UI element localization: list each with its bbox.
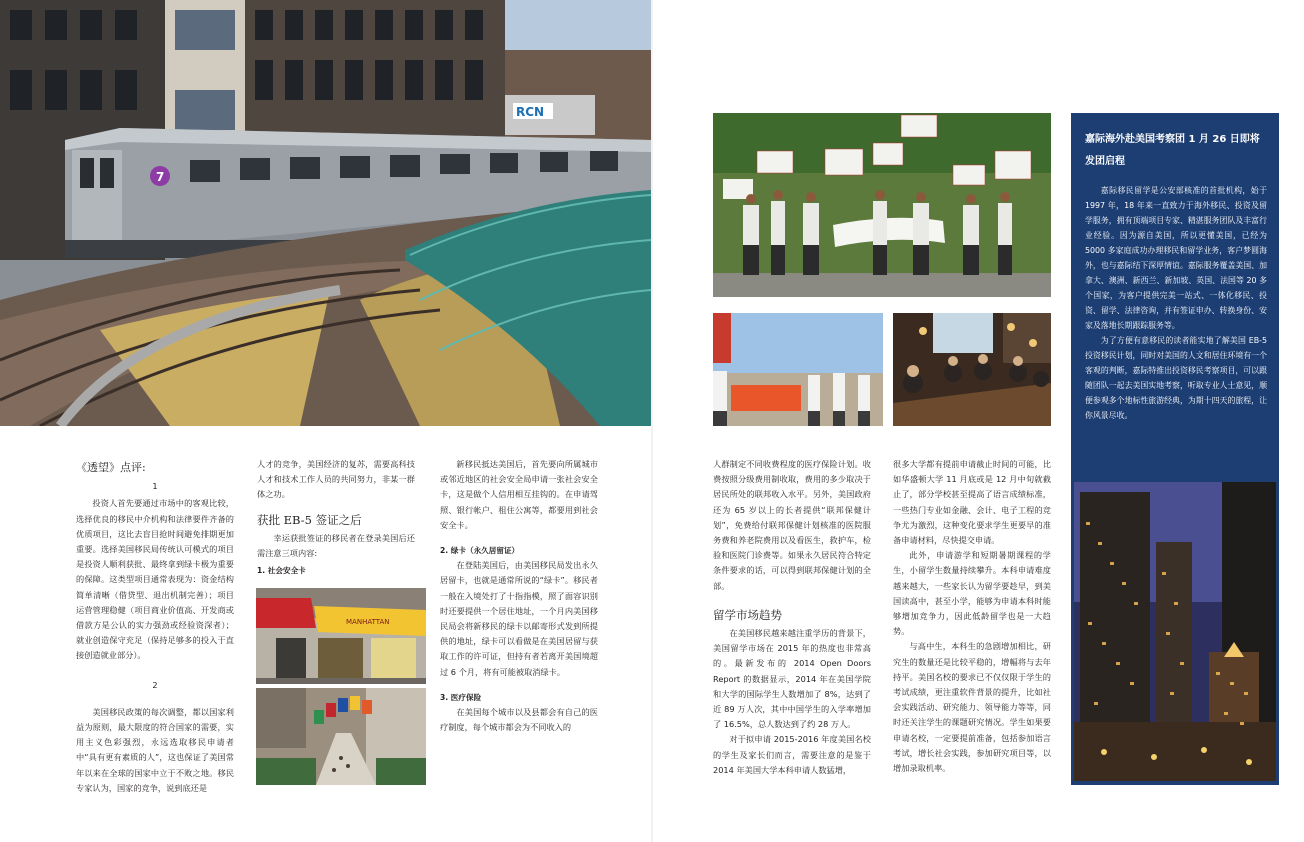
medical-paragraph: 在美国每个城市以及县都会有自己的医疗制度，每个城市都会为不同收入的 — [440, 707, 598, 733]
flags-icon — [256, 688, 426, 785]
sidebar-title: 嘉际海外赴美国考察团 1 月 26 日即将发团启程 — [1085, 134, 1260, 167]
rally-icon — [713, 113, 1051, 297]
green-card-paragraph: 在登陆美国后，由美国移民局发出永久居留卡，也就是通常所说的“绿卡”。移民者一般在入境处打了十指指模，照了面容识别时还要提供一个居住地址，一个月内美国移民局会将新移民的绿卡以邮寄形式发到所提供的地址，绿卡可以看做是在美国居留与获取工作的许可证，但持有者若离开美国境超过 6 个月，将有可能被取消绿卡。 — [440, 560, 598, 677]
text-column-1 — [76, 460, 234, 796]
sidebar-paragraph-2: 为了方便有意移民的读者能实地了解美国 EB-5 投资移民计划，同时对美国的人文和居住环境有一个客观的判断，嘉际特推出投资移民考察项目，可以跟随团队一起去美国实地考察，听取专业人士意见，顺便参观多个地标性旅游经典，为期十四天的旅程，让你风景尽收。 — [1085, 336, 1267, 420]
restaurant-crowd-photo — [893, 313, 1051, 426]
svg-text:7: 7 — [156, 170, 165, 184]
text-column-4 — [713, 457, 871, 778]
point-number-1: 1 — [152, 481, 158, 492]
study-paragraph-2: 对于拟申请 2015-2016 年度美国名校的学生及家长们而言，需要注意的是鉴于 2014 年美国大学本科申请人数猛增， — [713, 734, 871, 775]
review-paragraph-1: 投资人首先要通过市场中的客观比较，选择优良的移民中介机构和法律要件齐备的优质项目，这比去盲目抢时间避免排期更加重要。选择美国移民局传统认可模式的项目是投资人顺利获批、最终拿到绿卡极为重要的保障。这类型项目通常表现为：资金结构简单清晰（借贷型、退出机制完善）；项目运营管理稳健（项目商业价值高、开发商或借款方是公认的实力强劲或经验资深者）；就业创造保守充足（保持足够多的投入于直接创造就业部分）。 — [76, 498, 234, 661]
column-4-continuation: 人群制定不同收费程度的医疗保险计划。收费按照分级费用制收取，费用的多少取决于居民所处的联邦收入水平。另外，美国政府还为 65 岁以上的长者提供“联邦保健计划”，免费给付联邦保健计划核准的医院服务费和养老院费用以及看医生，救护车，检验和医院门诊费等。如果永久居民符合特定条件要求的话，可以得到联邦保健计划的全部。 — [713, 459, 871, 591]
column-5-continuation: 很多大学都有提前申请截止时间的可能，比如华盛顿大学 11 月底或是 12 月中旬就截止了，部分学校甚至提高了语言成绩标准，一些热门专业如金融、会计、电子工程的竞争尤为激烈，这种变化要求学生更要早的准备申请材料，尽快提交申请。 — [893, 459, 1051, 546]
column-2-continuation: 人才的竞争，美国经济的复苏，需要高科技人才和技术工作人员的共同努力，非某一群体之功。 — [257, 459, 415, 500]
banner-icon — [713, 313, 883, 426]
study-paragraph-1: 在美国移民越来越注重学历的背景下，美国留学市场在 2015 年的热度也非常高的。最新发布的 2014 Open Doors Report 的数据显示，2014 年在美国学院和大学的国际学生人数增加了 8%，达到了近 89 万人次，其中中国学生的入学率增加了 16.5%，总人数达到了约 28 万人。 — [713, 628, 871, 730]
skyline-icon — [1074, 482, 1276, 781]
text-column-5 — [893, 457, 1051, 776]
flags-plaza-photo — [256, 688, 426, 785]
subheading-medical-insurance: 3. 医疗保险 — [440, 692, 482, 702]
sidebar-paragraph-1: 嘉际移民留学是公安部核准的首批机构，始于 1997 年，18 年来一直致力于海外移民、投资及留学服务，拥有顶端项目专家、精湛服务团队及丰富行业经验。因为源自美国，所以更懂美国，已经为 5000 多家庭成功办理移民和留学业务，客户梦圆海外，也与嘉际结下深厚情谊。嘉际服务覆盖美国、加拿大、澳洲、新西兰、新加坡、英国、法国等 20 多个国家，为客户提供完美一站式、一体化移民、投资、留学、法律咨询，并有签证申办、转换身份、安家及落地长期跟踪服务等。 — [1085, 186, 1267, 330]
trend-paragraph-3: 与高中生，本科生的急剧增加相比，研究生的数量还是比较平稳的，增幅将与去年持平。美国名校的要求已不仅仅限于学生的考试成绩，更注重软件背景的提升，比如社会实践活动、研究能力、领导能力等等，同时还关注学生的课题研究情况。学生如果要申请名校，一定要提前准备，包括参加语言考试，增长社会实践，参加研究项目等，以增加录取机率。 — [893, 641, 1051, 774]
protest-banner-photo — [713, 313, 883, 426]
trend-paragraph-2: 此外，申请游学和短期暑期课程的学生，小留学生数量持续攀升。本科申请难度越来越大，一些家长认为留学要趁早，到美国读高中，甚至小学，能够为申请本科时能够增加竞争力，因此低龄留学也是一大趋势。 — [893, 550, 1051, 637]
promo-sidebar — [1071, 113, 1279, 785]
elevated-train-photo — [0, 0, 651, 426]
review-paragraph-2: 美国移民政策的每次调整，都以国家利益为原则，最大限度的符合国家的需要，实用主义色彩强烈，永远选取移民申请者中“具有更有素质的人”，这也保证了美国常年以来在全球的国家中立于不败之地。移民专家认为，国家的竞争，说到底还是 — [76, 706, 234, 793]
svg-text:RCN: RCN — [516, 105, 545, 119]
storefront-icon — [256, 588, 426, 684]
train-icon — [0, 0, 651, 426]
social-security-paragraph: 新移民抵达美国后，首先要向所属城市或邻近地区的社会安全局申请一张社会安全卡，这是做个人信用相互挂钩的。在申请驾照、银行帐户、租住公寓等，都要用到社会安全卡。 — [440, 459, 598, 530]
storefront-photo — [256, 588, 426, 684]
text-column-2 — [257, 457, 415, 578]
night-skyline-photo — [1074, 482, 1276, 781]
subheading-social-security: 1. 社会安全卡 — [257, 566, 306, 576]
section-heading-study-abroad: 留学市场趋势 — [713, 607, 782, 622]
subheading-green-card: 2. 绿卡（永久居留证） — [440, 546, 520, 556]
eb5-intro: 幸运获批签证的移民者在登录美国后还需注意三项内容: — [257, 532, 415, 559]
page-gutter — [651, 0, 653, 842]
review-title: 《透望》点评: — [76, 461, 146, 474]
text-column-3 — [440, 457, 598, 735]
section-heading-eb5: 获批 EB-5 签证之后 — [257, 512, 362, 527]
store-sign: MANHATTAN — [346, 618, 390, 626]
point-number-2: 2 — [152, 679, 158, 690]
immigration-rally-photo — [713, 113, 1051, 297]
restaurant-icon — [893, 313, 1051, 426]
